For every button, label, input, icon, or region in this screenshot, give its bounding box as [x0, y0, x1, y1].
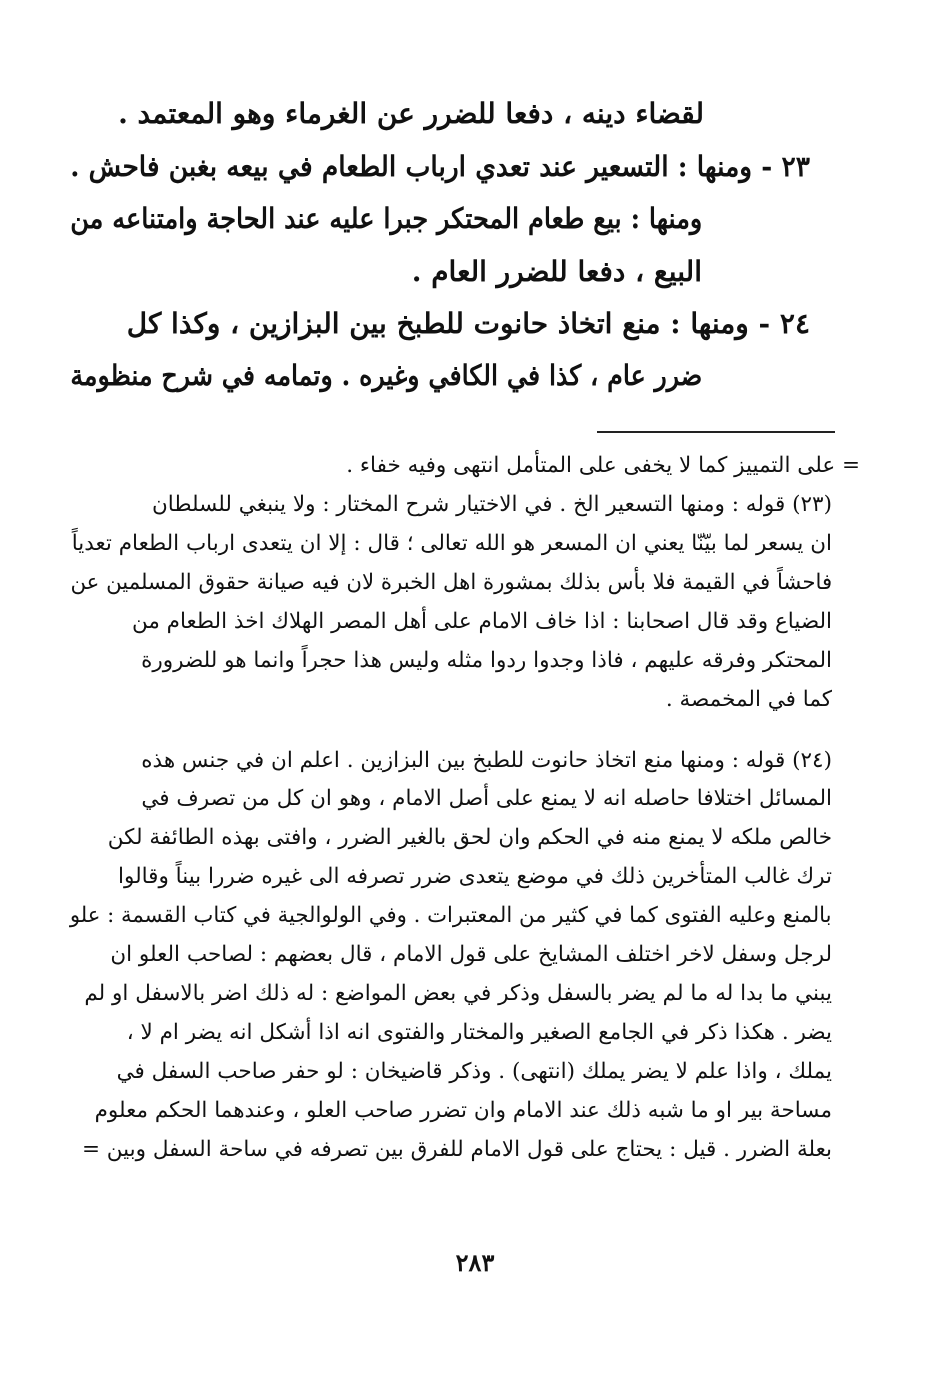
footnote-line: لرجل وسفل لاخر اختلف المشايخ على قول الامام ، قال بعضهم : لصاحب العلو ان: [110, 942, 832, 967]
main-line-5: ٢٤ - ومنها : منع اتخاذ حانوت للطبخ بين البزازين ، وكذا كل: [126, 307, 810, 340]
footnote-line: مساحة بير او ما شبه ذلك عند الامام وان تضرر صاحب العلو ، وعندهما الحكم معلوم: [94, 1098, 832, 1123]
footnote-separator: [597, 431, 835, 433]
footnote-line: = على التمييز كما لا يخفى على المتأمل انتهى وفيه خفاء .: [346, 453, 860, 478]
footnote-line: ان يسعر لما بيّنّا يعني ان المسعر هو الله تعالى ؛ قال : إلا ان يتعدى ارباب الطعام تعدياً: [71, 531, 832, 556]
main-line-1: لقضاء دينه ، دفعا للضرر عن الغرماء وهو المعتمد .: [118, 97, 704, 130]
footnote-line: بالمنع وعليه الفتوى كما في كثير من المعتبرات . وفي الولوالجية في كتاب القسمة : علو: [70, 903, 832, 928]
footnote-line: المسائل اختلافا حاصله انه لا يمنع على أصل الامام ، وهو ان كل من تصرف في: [141, 786, 832, 811]
main-line-2: ٢٣ - ومنها : التسعير عند تعدي ارباب الطعام في بيعه بغبن فاحش .: [70, 150, 810, 183]
footnote-line: يملك ، واذا علم لا يضر يملك (انتهى) . وذكر قاضيخان : لو حفر صاحب السفل في: [116, 1059, 832, 1084]
main-line-3: ومنها : بيع طعام المحتكر جبرا عليه عند الحاجة وامتناعه من: [69, 202, 702, 235]
main-line-4: البيع ، دفعا للضرر العام .: [411, 255, 702, 288]
footnote-line: كما في المخمصة .: [665, 687, 832, 712]
main-line-6: ضرر عام ، كذا في الكافي وغيره . وتمامه في شرح منظومة: [70, 359, 702, 392]
footnote-line: يبني ما بدا له ما لم يضر بالسفل وذكر في بعض المواضع : له ذلك اضر بالاسفل او لم: [84, 981, 832, 1006]
footnote-line: خالص ملكه لا يمنع منه في الحكم وان لحق بالغير الضرر ، وافتى بهذه الطائفة لكن: [107, 825, 832, 850]
footnote-line: فاحشاً في القيمة فلا بأس بذلك بمشورة اهل الخبرة لان فيه صيانة حقوق المسلمين عن: [70, 570, 832, 595]
page-number: ٢٨٣: [455, 1248, 495, 1277]
footnote-line: الضياع وقد قال اصحابنا : اذا خاف الامام على أهل المصر الهلاك اخذ الطعام من: [131, 609, 832, 634]
footnote-line: بعلة الضرر . قيل : يحتاج على قول الامام للفرق بين تصرفه في ساحة السفل وبين =: [81, 1137, 832, 1162]
footnote-line: (٢٣) قوله : ومنها التسعير الخ . في الاختيار شرح المختار : ولا ينبغي للسلطان: [152, 492, 832, 517]
footnote-line: يضر . هكذا ذكر في الجامع الصغير والمختار والفتوى انه اذا أشكل انه يضر ام لا ،: [126, 1020, 832, 1045]
footnote-line: المحتكر وفرقه عليهم ، فاذا وجدوا ردوا مثله وليس هذا حجراً وانما هو للضرورة: [141, 648, 832, 673]
footnote-line: (٢٤) قوله : ومنها منع اتخاذ حانوت للطبخ بين البزازين . اعلم ان في جنس هذه: [141, 748, 832, 773]
footnote-line: ترك غالب المتأخرين ذلك في موضع يتعدى ضرر تصرفه الى غيره ضررا بيناً وقالوا: [117, 864, 832, 889]
